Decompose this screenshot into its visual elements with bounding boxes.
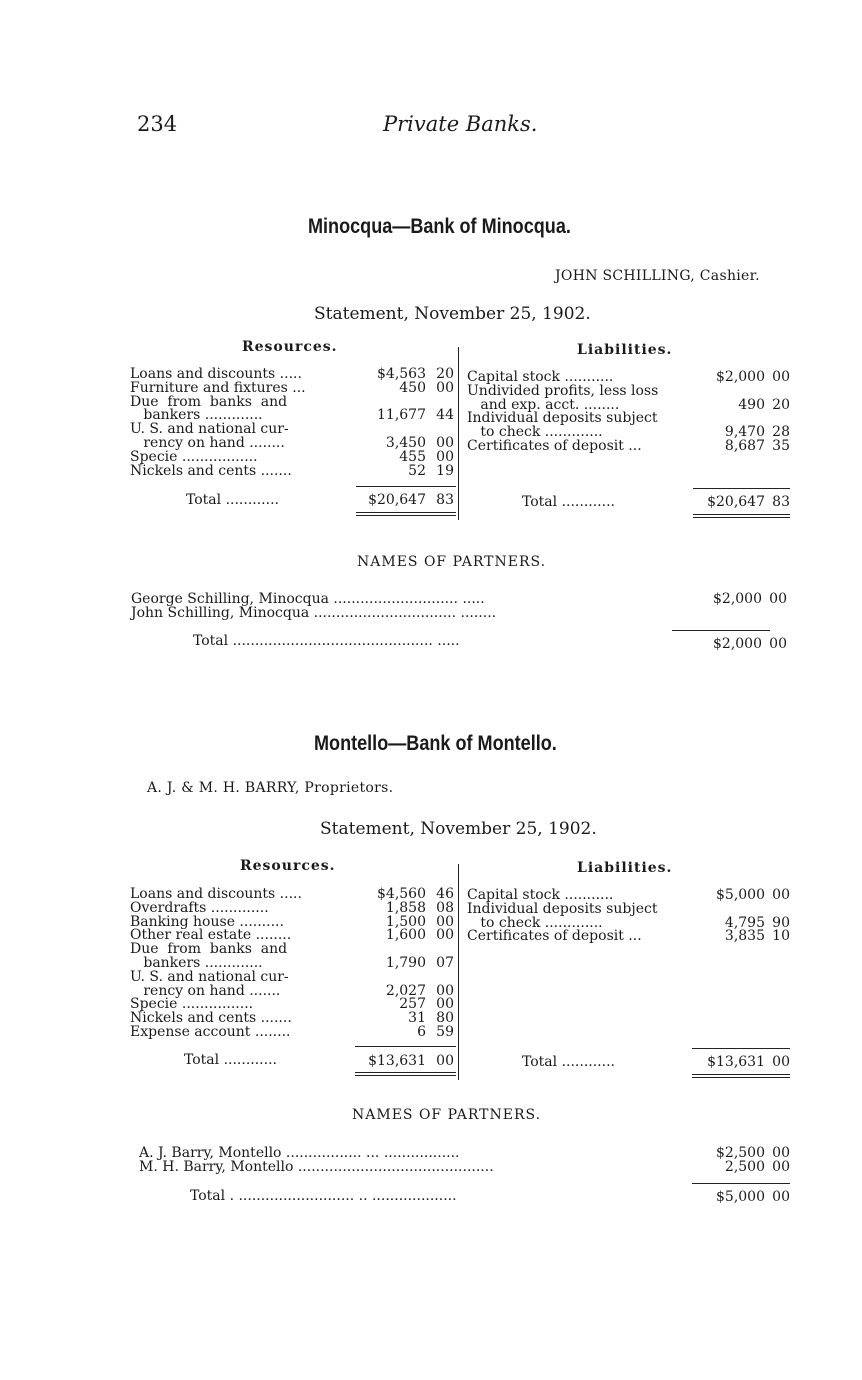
line-item-label: George Schilling, Minocqua ............................ ..... [131, 591, 485, 607]
line-item-cents: 08 [436, 899, 454, 916]
double-rule [692, 1074, 790, 1075]
double-rule [356, 515, 456, 516]
liabilities-total-dollars: $13,631 [707, 1054, 765, 1070]
statement-date: Statement, November 25, 1902. [314, 304, 591, 324]
line-item-cents: 00 [772, 1159, 790, 1175]
line-item-label: to check ............. [467, 424, 603, 441]
liabilities-total-label: Total ............ [522, 494, 615, 510]
line-item-dollars: $4,563 [377, 366, 426, 382]
total-rule [693, 488, 790, 489]
line-item-label: rency on hand ........ [130, 435, 285, 451]
liabilities-total-dollars: $20,647 [707, 494, 765, 510]
line-item-dollars: 1,790 [385, 955, 426, 971]
line-item-cents: 59 [436, 1024, 454, 1040]
double-rule [356, 512, 456, 513]
statement-date: Statement, November 25, 1902. [320, 819, 597, 839]
line-item-label: U. S. and national cur- [130, 968, 289, 985]
line-item-cents: 19 [436, 462, 454, 479]
partners-total-rule [672, 630, 770, 631]
line-item-label: Due from banks and [130, 393, 288, 410]
bank-officer: JOHN SCHILLING, Cashier. [555, 268, 760, 284]
line-item-dollars: 3,450 [385, 435, 426, 451]
line-item-cents: 00 [772, 1145, 790, 1161]
line-item-label: Loans and discounts ..... [130, 366, 302, 382]
line-item-label: Loans and discounts ..... [130, 886, 302, 902]
resources-total-dollars: $13,631 [368, 1053, 426, 1069]
partners-total-dollars: $2,000 [713, 636, 762, 652]
line-item-cents: 80 [436, 1010, 454, 1027]
line-item-cents: 00 [769, 591, 787, 607]
resources-total-label: Total ............ [186, 492, 279, 508]
line-item-cents: 00 [436, 996, 454, 1013]
line-item-cents: 28 [772, 424, 790, 441]
resources-heading: Resources. [242, 339, 338, 355]
line-item-label: Capital stock ........... [467, 887, 614, 903]
line-item-label: Undivided profits, less loss [467, 382, 659, 399]
liabilities-total-cents: 83 [772, 494, 790, 510]
line-item-dollars: $2,000 [716, 369, 765, 385]
line-item-dollars: $2,500 [716, 1145, 765, 1161]
line-item-cents: 20 [436, 366, 454, 382]
line-item-dollars: 2,500 [724, 1159, 765, 1175]
line-item-dollars: $4,560 [377, 886, 426, 902]
partners-total-label: Total . .......................... .. ................... [190, 1188, 457, 1204]
line-item-label: bankers ............. [130, 407, 263, 424]
total-rule [355, 1046, 456, 1047]
line-item-label: Specie ................. [130, 448, 258, 465]
partners-total-rule [692, 1183, 790, 1184]
line-item-cents: 00 [436, 379, 454, 396]
line-item-dollars: 1,500 [385, 913, 426, 930]
line-item-label: Individual deposits subject [467, 900, 658, 917]
line-item-label: Individual deposits subject [467, 410, 658, 427]
line-item-label: to check ............. [467, 914, 603, 931]
double-rule [692, 1077, 790, 1078]
double-rule [693, 514, 790, 515]
line-item-dollars: 1,600 [385, 927, 426, 944]
line-item-cents: 90 [772, 914, 790, 931]
line-item-cents: 00 [436, 982, 454, 999]
line-item-cents: 00 [436, 448, 454, 465]
line-item-cents: 00 [436, 927, 454, 944]
line-item-dollars: 3,835 [724, 928, 765, 945]
line-item-dollars: 11,677 [377, 407, 426, 424]
line-item-dollars: 1,858 [385, 899, 426, 916]
line-item-dollars: 2,027 [385, 982, 426, 999]
line-item-label: A. J. Barry, Montello ................. ... ................. [139, 1145, 460, 1161]
line-item-dollars: 52 [408, 462, 426, 479]
line-item-cents: 20 [772, 396, 790, 413]
line-item-cents: 00 [436, 913, 454, 930]
bank-title-minocqua: Minocqua—Bank of Minocqua. [308, 215, 571, 238]
line-item-cents: 44 [436, 407, 454, 424]
partners-heading: NAMES OF PARTNERS. [357, 554, 547, 570]
line-item-label: Overdrafts ............. [130, 899, 269, 916]
partners-total-label: Total ............................................. ..... [193, 633, 460, 649]
line-item-dollars: 31 [408, 1010, 426, 1027]
resources-heading: Resources. [240, 858, 336, 874]
liabilities-total-cents: 00 [772, 1054, 790, 1070]
line-item-label: Nickels and cents ....... [130, 1010, 292, 1027]
line-item-dollars: 257 [399, 996, 426, 1013]
line-item-label: rency on hand ....... [130, 982, 281, 999]
resources-total-label: Total ............ [184, 1052, 277, 1068]
line-item-label: Other real estate ........ [130, 927, 292, 944]
double-rule [693, 517, 790, 518]
column-divider [458, 347, 459, 520]
line-item-label: Capital stock ........... [467, 369, 614, 385]
partners-total-cents: 00 [772, 1189, 790, 1205]
double-rule [355, 1075, 456, 1076]
line-item-dollars: 9,470 [724, 424, 765, 441]
resources-total-cents: 00 [436, 1053, 454, 1069]
bank-proprietors: A. J. & M. H. BARRY, Proprietors. [147, 780, 394, 796]
line-item-label: Banking house .......... [130, 913, 284, 930]
line-item-label: Due from banks and [130, 941, 288, 958]
line-item-label: bankers ............. [130, 955, 263, 971]
line-item-label: Specie ................ [130, 996, 254, 1013]
line-item-dollars: 6 [417, 1024, 426, 1040]
line-item-label: John Schilling, Minocqua ................................ ........ [131, 605, 497, 621]
line-item-label: M. H. Barry, Montello ............................................ [139, 1159, 494, 1175]
liabilities-heading: Liabilities. [577, 342, 673, 358]
page-number: 234 [137, 112, 178, 136]
line-item-label: Certificates of deposit ... [467, 928, 642, 945]
line-item-dollars: 8,687 [724, 438, 765, 454]
liabilities-heading: Liabilities. [577, 860, 673, 876]
bank-title-montello: Montello—Bank of Montello. [314, 732, 557, 755]
line-item-cents: 10 [772, 928, 790, 945]
line-item-cents: 35 [772, 438, 790, 454]
line-item-cents: 46 [436, 886, 454, 902]
running-head: Private Banks. [383, 112, 538, 136]
liabilities-total-label: Total ............ [522, 1054, 615, 1070]
line-item-dollars: 455 [399, 448, 426, 465]
line-item-label: and exp. acct. ........ [467, 396, 620, 413]
line-item-label: U. S. and national cur- [130, 421, 289, 438]
line-item-cents: 00 [436, 435, 454, 451]
line-item-dollars: $2,000 [713, 591, 762, 607]
line-item-cents: 00 [772, 369, 790, 385]
total-rule [356, 486, 456, 487]
line-item-label: Nickels and cents ....... [130, 462, 292, 479]
partners-heading: NAMES OF PARTNERS. [352, 1107, 542, 1123]
line-item-label: Certificates of deposit ... [467, 438, 642, 454]
line-item-label: Expense account ........ [130, 1024, 291, 1040]
line-item-dollars: $5,000 [716, 887, 765, 903]
resources-total-dollars: $20,647 [368, 492, 426, 508]
line-item-dollars: 490 [738, 396, 765, 413]
line-item-label: Furniture and fixtures ... [130, 379, 306, 396]
resources-total-cents: 83 [436, 492, 454, 508]
line-item-dollars: 4,795 [724, 914, 765, 931]
column-divider [458, 864, 459, 1080]
line-item-dollars: 450 [399, 379, 426, 396]
double-rule [355, 1072, 456, 1073]
line-item-cents: 00 [772, 887, 790, 903]
partners-total-dollars: $5,000 [716, 1189, 765, 1205]
line-item-cents: 07 [436, 955, 454, 971]
partners-total-cents: 00 [769, 636, 787, 652]
total-rule [692, 1048, 790, 1049]
